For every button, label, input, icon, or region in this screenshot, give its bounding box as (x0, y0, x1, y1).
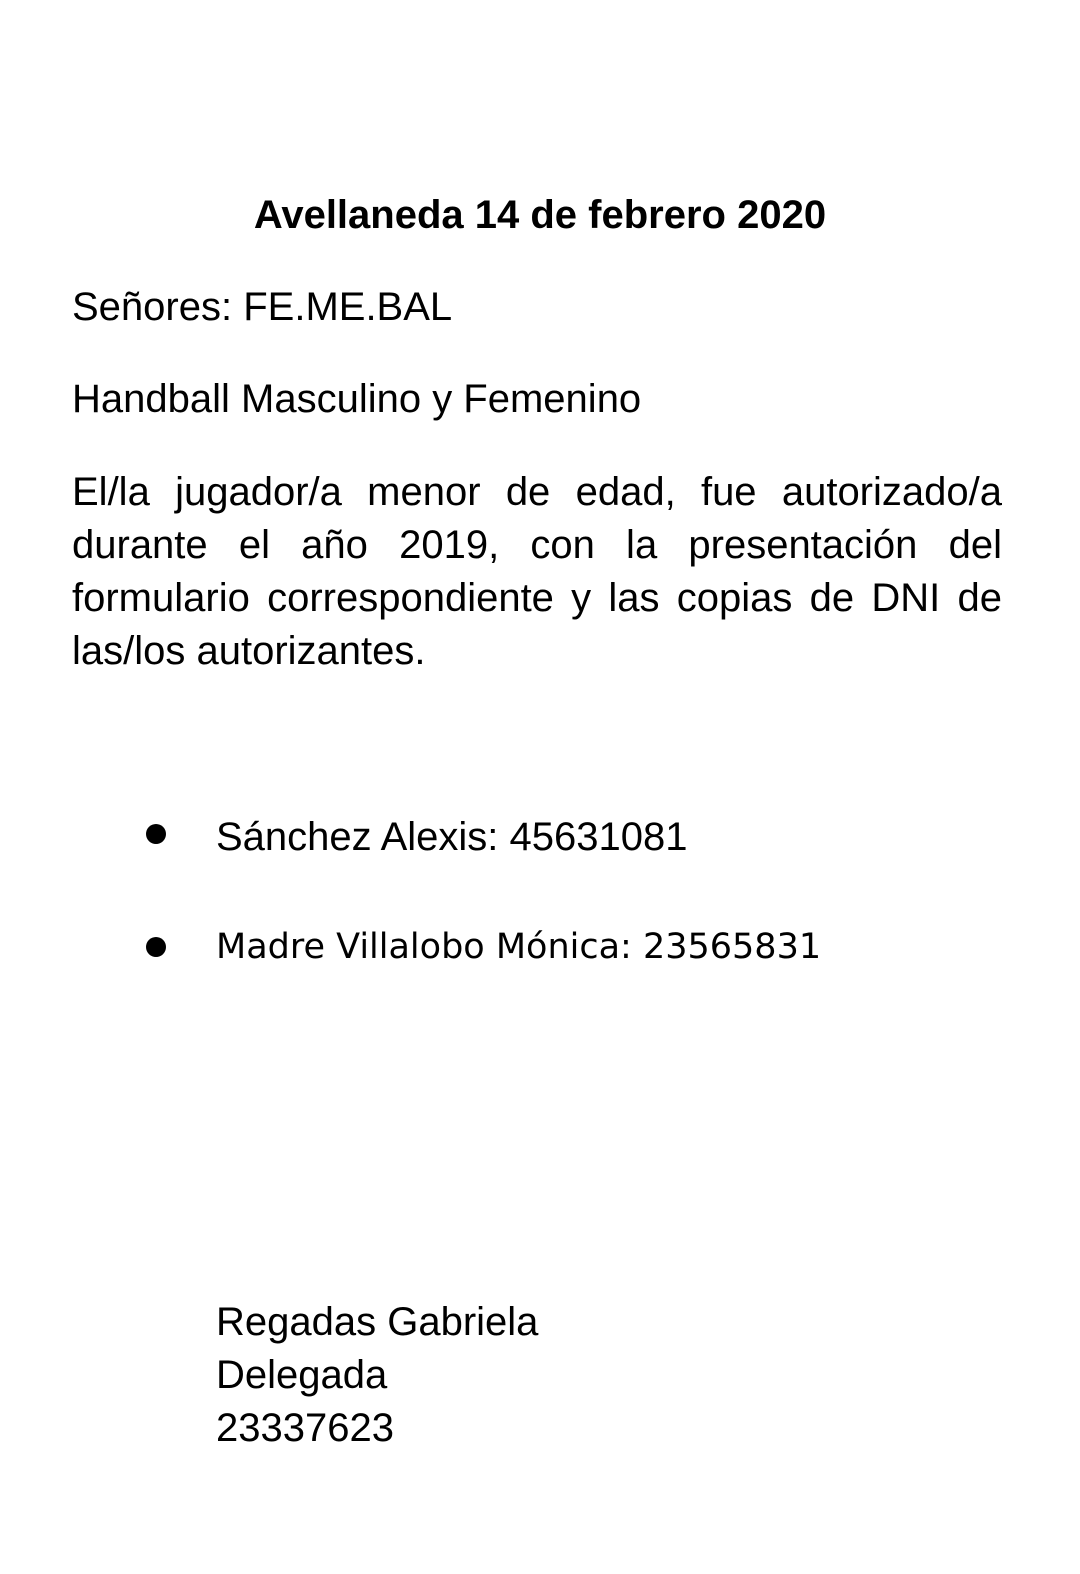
date-heading: Avellaneda 14 de febrero 2020 (253, 193, 827, 237)
list-item-text: Madre Villalobo Mónica: 23565831 (216, 927, 822, 967)
category-line: Handball Masculino y Femenino (72, 377, 642, 421)
bullet-icon (146, 824, 166, 844)
list-item-text: Sánchez Alexis: 45631081 (216, 815, 688, 859)
signature-dni: 23337623 (216, 1406, 394, 1450)
signature-role: Delegada (216, 1353, 388, 1397)
bullet-icon (146, 937, 166, 957)
signature-block (216, 1296, 538, 1455)
body-paragraph: El/la jugador/a menor de edad, fue autorizado/a durante el año 2019, con la presentación del formulario correspondiente y las copias de DNI de las/los autorizantes. (72, 470, 1002, 673)
recipient-line: Señores: FE.ME.BAL (72, 285, 453, 329)
signature-name: Regadas Gabriela (216, 1300, 539, 1344)
